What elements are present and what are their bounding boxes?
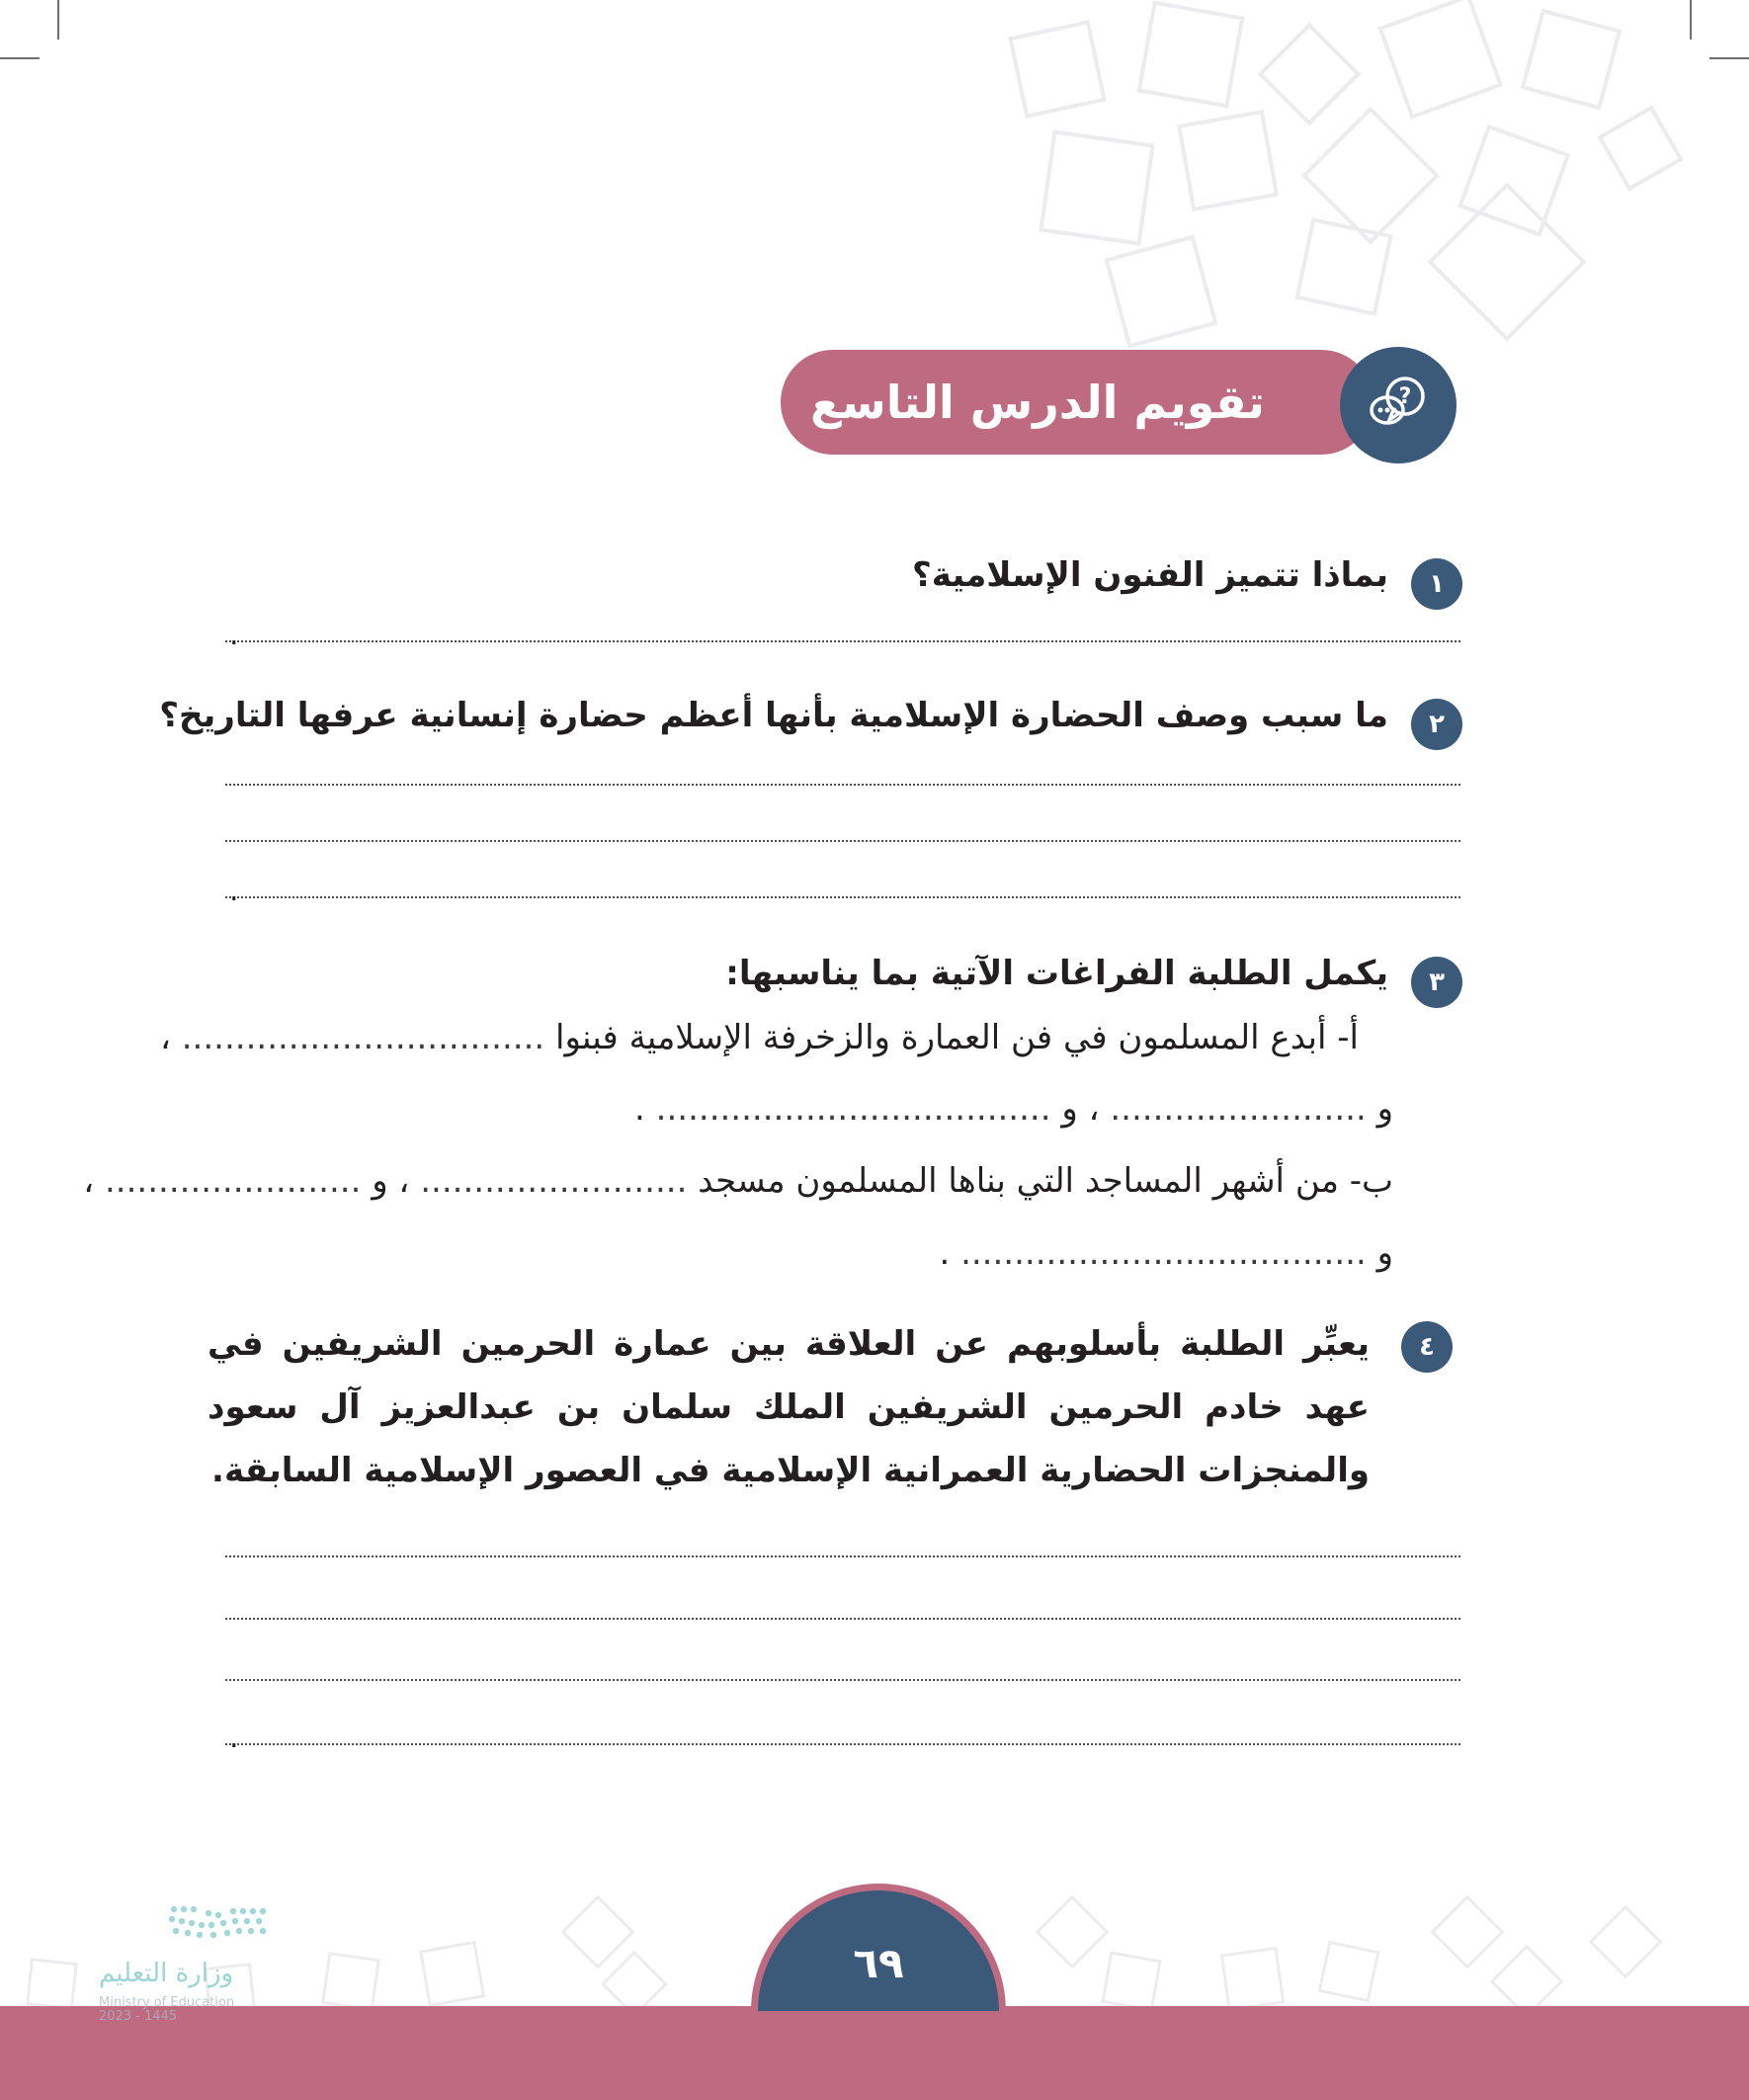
answer-line[interactable] bbox=[225, 1618, 1460, 1620]
decorative-pattern-top bbox=[978, 0, 1690, 376]
end-mark: . bbox=[634, 1089, 645, 1129]
answer-line[interactable] bbox=[225, 784, 1460, 786]
answer-line[interactable] bbox=[225, 640, 1460, 642]
blank-field[interactable]: ......................... bbox=[420, 1161, 688, 1201]
blank-field[interactable]: ........................ bbox=[105, 1161, 362, 1201]
blank-field[interactable]: ........................ bbox=[1110, 1089, 1367, 1129]
lesson-title: تقويم الدرس التاسع bbox=[810, 376, 1265, 429]
blank-field[interactable]: ..................................... bbox=[655, 1089, 1051, 1129]
item-b-text: ب- من أشهر المساجد التي بناها المسلمون مسجد bbox=[698, 1161, 1393, 1201]
fill-in-item-b-cont bbox=[939, 1233, 1393, 1273]
blank-field[interactable]: .................................. bbox=[181, 1018, 545, 1057]
crop-mark bbox=[0, 57, 40, 59]
conjunction: و bbox=[1376, 1233, 1393, 1273]
question-text: ما سبب وصف الحضارة الإسلامية بأنها أعظم حضارة إنسانية عرفها التاريخ؟ bbox=[159, 696, 1388, 735]
question-number-badge: ٢ bbox=[1411, 699, 1462, 750]
answer-line[interactable] bbox=[225, 840, 1460, 842]
ministry-name-en-line: Ministry of Education bbox=[99, 1995, 235, 2010]
question-number-badge: ٣ bbox=[1411, 957, 1462, 1008]
separator: ، و bbox=[1061, 1089, 1100, 1129]
crop-mark bbox=[57, 0, 59, 40]
crop-mark bbox=[1709, 57, 1749, 59]
answer-line[interactable] bbox=[225, 1555, 1460, 1557]
question-text: يعبِّر الطلبة بأسلوبهم عن العلاقة بين عمارة الحرمين الشريفين في عهد خادم الحرمين الشريفين الملك سلمان بن عبدالعزيز آل سعود والمنجزات الحضارية العمرانية الإسلامية في العصور الإسلامية السابقة. bbox=[208, 1324, 1370, 1490]
fill-in-item-b bbox=[83, 1161, 1393, 1201]
item-a-text: أ- أبدع المسلمون في فن العمارة والزخرفة الإسلامية فبنوا bbox=[544, 1018, 1359, 1057]
footer-band bbox=[0, 2006, 1749, 2100]
question-number-badge: ٤ bbox=[1401, 1321, 1453, 1373]
answer-line[interactable] bbox=[225, 896, 1460, 898]
conjunction: و bbox=[1376, 1089, 1393, 1129]
question-number-badge: ١ bbox=[1411, 558, 1462, 610]
edition-year: 2023 - 1445 bbox=[99, 2009, 178, 2024]
fill-in-item-a bbox=[160, 1018, 1359, 1057]
crop-mark bbox=[1690, 0, 1692, 40]
separator: ، bbox=[83, 1161, 95, 1201]
answer-line[interactable] bbox=[225, 1743, 1460, 1745]
page-number: ٦٩ bbox=[853, 1939, 904, 1987]
line-end-mark: . bbox=[229, 618, 239, 652]
separator: ، bbox=[159, 1018, 171, 1057]
blank-field[interactable]: ...................................... bbox=[960, 1233, 1367, 1273]
separator: ، و bbox=[372, 1161, 410, 1201]
question-text: يكمل الطلبة الفراغات الآتية بما يناسبها: bbox=[725, 954, 1388, 993]
line-end-mark: . bbox=[229, 874, 239, 908]
svg-text:?: ? bbox=[1398, 384, 1412, 409]
end-mark: . bbox=[939, 1233, 951, 1273]
answer-line[interactable] bbox=[225, 1679, 1460, 1681]
fill-in-item-a-cont bbox=[634, 1089, 1393, 1129]
question-chat-icon bbox=[1340, 347, 1457, 463]
question-text: بماذا تتميز الفنون الإسلامية؟ bbox=[911, 555, 1388, 595]
ministry-name-en bbox=[99, 1996, 234, 2024]
line-end-mark: . bbox=[229, 1721, 239, 1755]
ministry-name-ar: وزارة التعليم bbox=[99, 1959, 234, 1988]
